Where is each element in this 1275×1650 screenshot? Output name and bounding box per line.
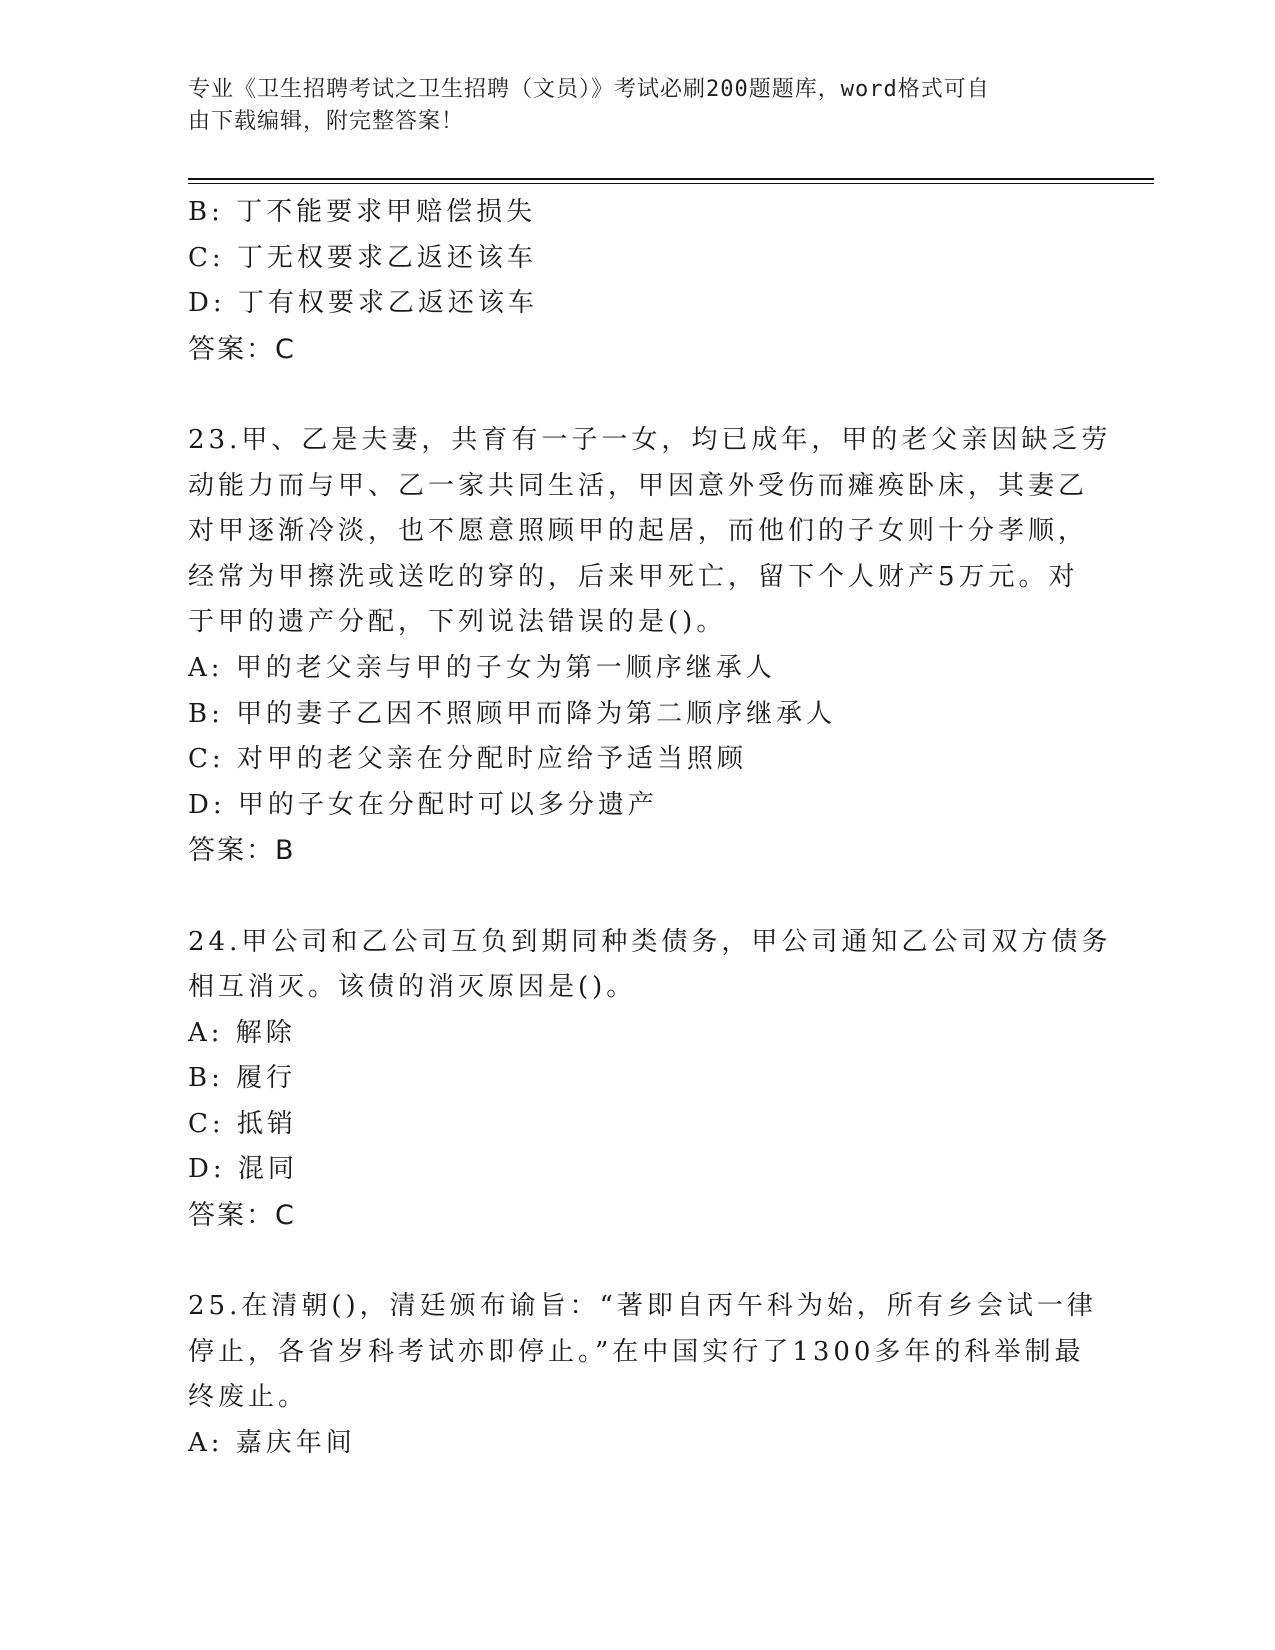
option-a: A: 解除 xyxy=(188,1017,296,1048)
option-b: B: 甲的妻子乙因不照顾甲而降为第二顺序继承人 xyxy=(188,698,837,729)
option-a: A: 甲的老父亲与甲的子女为第一顺序继承人 xyxy=(188,652,776,683)
question-24 xyxy=(188,920,1112,1239)
header-title-line-1: 专业《卫生招聘考试之卫生招聘（文员）》考试必刷200题题库，word格式可自 xyxy=(188,77,990,102)
question-stem-line: 经常为甲擦洗或送吃的穿的，后来甲死亡，留下个人财产5万元。对 xyxy=(188,561,1079,592)
header-rule-thick xyxy=(188,178,1154,180)
option-d: D: 甲的子女在分配时可以多分遗产 xyxy=(188,789,658,820)
header-rule-thin xyxy=(188,183,1154,184)
option-c: C: 对甲的老父亲在分配时应给予适当照顾 xyxy=(188,744,747,775)
question-stem-line: 相互消灭。该债的消灭原因是()。 xyxy=(188,972,637,1003)
answer-line: 答案：B xyxy=(188,835,296,867)
spacer xyxy=(188,874,1088,920)
spacer xyxy=(188,372,1088,418)
question-stem-line: 25.在清朝()，清廷颁布谕旨：“著即自丙午科为始，所有乡会试一律 xyxy=(188,1291,1097,1322)
option-b: B: 丁不能要求甲赔偿损失 xyxy=(188,197,537,227)
option-c: C: 丁无权要求乙返还该车 xyxy=(188,242,537,273)
question-25 xyxy=(188,1284,1097,1466)
question-22 xyxy=(188,190,1088,372)
header-title-line-2: 由下载编辑，附完整答案！ xyxy=(188,109,465,134)
question-stem-line: 终废止。 xyxy=(188,1382,309,1413)
option-d: D: 混同 xyxy=(188,1154,298,1185)
question-23 xyxy=(188,418,1112,874)
spacer xyxy=(188,1239,1088,1285)
question-stem-line: 对甲逐渐冷淡，也不愿意照顾甲的起居，而他们的子女则十分孝顺， xyxy=(188,516,1089,547)
page-header xyxy=(188,74,1068,138)
answer-line: 答案：C xyxy=(188,1200,296,1232)
question-stem-line: 动能力而与甲、乙一家共同生活，甲因意外受伤而瘫痪卧床，其妻乙 xyxy=(188,470,1089,501)
option-c: C: 抵销 xyxy=(188,1108,297,1139)
answer-line: 答案：C xyxy=(188,333,296,365)
question-stem-line: 停止，各省岁科考试亦即停止。”在中国实行了1300多年的科举制最 xyxy=(188,1336,1085,1367)
question-stem-line: 于甲的遗产分配，下列说法错误的是()。 xyxy=(188,607,727,638)
option-b: B: 履行 xyxy=(188,1063,297,1094)
option-d: D: 丁有权要求乙返还该车 xyxy=(188,288,538,319)
option-a: A: 嘉庆年间 xyxy=(188,1428,356,1459)
question-stem-line: 23.甲、乙是夫妻，共育有一子一女，均已成年，甲的老父亲因缺乏劳 xyxy=(188,424,1112,455)
question-content xyxy=(188,190,1112,1467)
question-stem-line: 24.甲公司和乙公司互负到期同种类债务，甲公司通知乙公司双方债务 xyxy=(188,926,1112,957)
